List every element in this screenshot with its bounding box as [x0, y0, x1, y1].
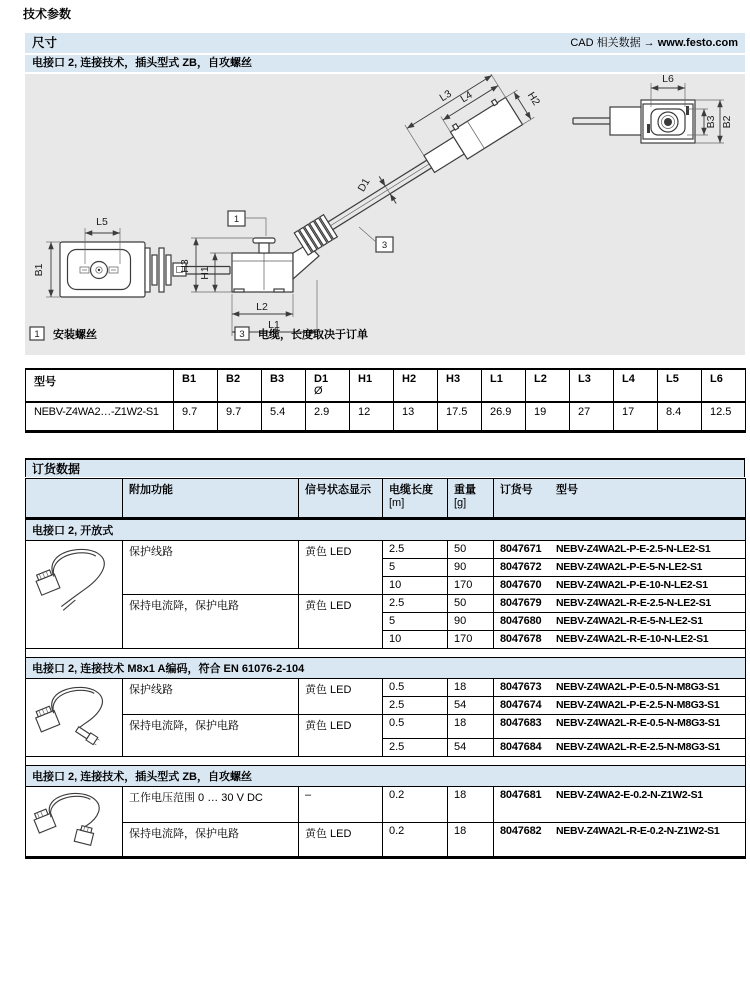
col-b1: B1: [174, 369, 218, 402]
ref-3-marker: 3: [381, 240, 388, 251]
table-row: 保护线路 黄色 LED 2.5 50 8047671 NEBV-Z4WA2L-P-E-2.5-N-LE2-S1: [26, 541, 746, 559]
festo-link[interactable]: www.festo.com: [657, 37, 738, 49]
table-row: 保持电流降，保护电路 黄色 LED 0.2 18 8047682 NEBV-Z4WA2L-R-E-0.2-N-Z1W2-S1: [26, 822, 746, 858]
ordering-table: [25, 478, 746, 859]
feature-cell: 保护线路: [123, 541, 299, 595]
group-gap: [26, 757, 746, 766]
partno-type-cell: 8047670 NEBV-Z4WA2L-P-E-10-N-LE2-S1: [494, 577, 746, 595]
col-h3: H3: [438, 369, 482, 402]
dimensions-header-band: [25, 33, 745, 53]
table-row: 10 170 8047670 NEBV-Z4WA2L-P-E-10-N-LE2-S1: [26, 577, 746, 595]
arrow-right-icon: →: [643, 37, 655, 49]
signal-cell: 黄色 LED: [299, 541, 383, 595]
signal-cell: 黄色 LED: [299, 822, 383, 858]
ref-1-marker: 1: [233, 214, 240, 225]
dim-label-l1: L1: [268, 319, 280, 331]
col-b3: B3: [262, 369, 306, 402]
table-row: 保持电流降，保护电路 黄色 LED 2.5 50 8047679 NEBV-Z4WA2L-R-E-2.5-N-LE2-S1: [26, 595, 746, 613]
partno-type-cell: 8047679 NEBV-Z4WA2L-R-E-2.5-N-LE2-S1: [494, 595, 746, 613]
dim-label-h2: H2: [524, 89, 543, 108]
dim-label-h1: H1: [199, 266, 211, 280]
feature-cell: 保护线路: [123, 679, 299, 715]
signal-cell: 黄色 LED: [299, 715, 383, 757]
table-row: 10 170 8047678 NEBV-Z4WA2L-R-E-10-N-LE2-S1: [26, 631, 746, 649]
partno-type-cell: 8047672 NEBV-Z4WA2L-P-E-5-N-LE2-S1: [494, 559, 746, 577]
end-view: [573, 74, 733, 143]
section-row-open-style: 电接口 2, 开放式: [26, 519, 746, 541]
dimensions-title: 尺寸: [32, 36, 58, 50]
partno-type-cell: 8047680 NEBV-Z4WA2L-R-E-5-N-LE2-S1: [494, 613, 746, 631]
table-row: 2.5 54 8047674 NEBV-Z4WA2L-P-E-2.5-N-M8G3-S1: [26, 697, 746, 715]
feature-cell: 工作电压范围 0 … 30 V DC: [123, 787, 299, 823]
dim-label-l6: L6: [662, 74, 674, 85]
ordering-data-title: 订货数据: [25, 458, 745, 477]
col-l3: L3: [570, 369, 614, 402]
cad-label: CAD 相关数据: [570, 37, 641, 49]
dimension-table: [25, 368, 746, 433]
dim-label-b2: B2: [721, 115, 733, 129]
product-image-open-ends: [26, 541, 123, 649]
front-view: [33, 216, 230, 297]
col-l4: L4: [614, 369, 658, 402]
dim-label-b3: B3: [705, 115, 717, 129]
feature-cell: 保持电流降，保护电路: [123, 595, 299, 649]
image-column-header: [26, 479, 123, 519]
cable-header: 电缆长度 [m]: [383, 479, 448, 519]
footnote-1-ref: 1: [34, 329, 40, 340]
side-view: [179, 74, 547, 336]
table-row: 保持电流降，保护电路 黄色 LED 0.5 18 8047683 NEBV-Z4WA2L-R-E-0.5-N-M8G3-S1: [26, 715, 746, 739]
col-l6: L6: [702, 369, 746, 402]
drawing-svg: [25, 74, 745, 355]
col-h2: H2: [394, 369, 438, 402]
col-l5: L5: [658, 369, 702, 402]
table-row: 2.5 54 8047684 NEBV-Z4WA2L-R-E-2.5-N-M8G3-S1: [26, 739, 746, 757]
signal-cell: 黄色 LED: [299, 595, 383, 649]
col-b2: B2: [218, 369, 262, 402]
signal-cell: –: [299, 787, 383, 823]
model-value: NEBV-Z4WA2…-Z1W2-S1: [26, 402, 174, 432]
product-image-m8-plug: [26, 679, 123, 757]
col-l1: L1: [482, 369, 526, 402]
feature-cell: 保持电流降，保护电路: [123, 822, 299, 858]
partno-type-cell: 8047682 NEBV-Z4WA2L-R-E-0.2-N-Z1W2-S1: [494, 822, 746, 858]
table-row: 5 90 8047680 NEBV-Z4WA2L-R-E-5-N-LE2-S1: [26, 613, 746, 631]
dim-label-b1: B1: [33, 263, 45, 277]
partno-type-cell: 8047674 NEBV-Z4WA2L-P-E-2.5-N-M8G3-S1: [494, 697, 746, 715]
partno-type-cell: 8047673 NEBV-Z4WA2L-P-E-0.5-N-M8G3-S1: [494, 679, 746, 697]
section-row-zb: 电接口 2, 连接技术，插头型式 ZB，自攻螺丝: [26, 766, 746, 787]
ordering-table-header: [26, 479, 746, 519]
page-title: 技术参数: [23, 7, 72, 21]
feature-cell: 保持电流降，保护电路: [123, 715, 299, 757]
dimension-table-header: [26, 369, 746, 402]
partno-type-cell: 8047683 NEBV-Z4WA2L-R-E-0.5-N-M8G3-S1: [494, 715, 746, 739]
dimensions-subtitle: 电接口 2, 连接技术，插头型式 ZB，自攻螺丝: [25, 55, 745, 72]
table-row: 5 90 8047672 NEBV-Z4WA2L-P-E-5-N-LE2-S1: [26, 559, 746, 577]
cable-assembly: [272, 74, 547, 258]
dim-label-l5: L5: [96, 216, 108, 228]
col-h1: H1: [350, 369, 394, 402]
partno-type-cell: 8047678 NEBV-Z4WA2L-R-E-10-N-LE2-S1: [494, 631, 746, 649]
dim-label-d1: D1: [355, 176, 373, 194]
model-header: 型号: [26, 369, 174, 402]
product-image-zb-plug: [26, 787, 123, 858]
partno-type-cell: 8047684 NEBV-Z4WA2L-R-E-2.5-N-M8G3-S1: [494, 739, 746, 757]
footnote-1-text: 安装螺丝: [53, 329, 97, 341]
partno-type-header: 订货号 型号: [494, 479, 746, 519]
group-gap: [26, 649, 746, 658]
technical-drawing: [25, 74, 745, 355]
table-row: 保护线路 黄色 LED 0.5 18 8047673 NEBV-Z4WA2L-P-E-0.5-N-M8G3-S1: [26, 679, 746, 697]
weight-header: 重量 [g]: [448, 479, 494, 519]
partno-type-cell: 8047681 NEBV-Z4WA2-E-0.2-N-Z1W2-S1: [494, 787, 746, 823]
section-row-m8: 电接口 2, 连接技术 M8x1 A编码，符合 EN 61076-2-104: [26, 658, 746, 679]
dim-label-l2: L2: [256, 301, 268, 313]
footnote-3-ref: 3: [239, 329, 245, 340]
drawing-footnotes: [30, 327, 368, 341]
partno-type-cell: 8047671 NEBV-Z4WA2L-P-E-2.5-N-LE2-S1: [494, 541, 746, 559]
dimension-table-row: NEBV-Z4WA2…-Z1W2-S1 9.7 9.7 5.4 2.9 12 13 17.5 26.9 19 27 17 8.4 12.5: [26, 402, 746, 432]
dim-label-l4: L4: [458, 88, 475, 106]
dim-label-h3: H3: [179, 259, 191, 273]
footnote-3-text: 电缆，长度取决于订单: [258, 329, 368, 341]
dim-label-l3: L3: [437, 87, 454, 105]
feature-header: 附加功能: [123, 479, 299, 519]
cad-link-line: [570, 33, 745, 53]
table-row: 工作电压范围 0 … 30 V DC – 0.2 18 8047681 NEBV-Z4WA2-E-0.2-N-Z1W2-S1: [26, 787, 746, 823]
signal-cell: 黄色 LED: [299, 679, 383, 715]
col-d1: D1 Ø: [306, 369, 350, 402]
col-l2: L2: [526, 369, 570, 402]
signal-header: 信号状态显示: [299, 479, 383, 519]
